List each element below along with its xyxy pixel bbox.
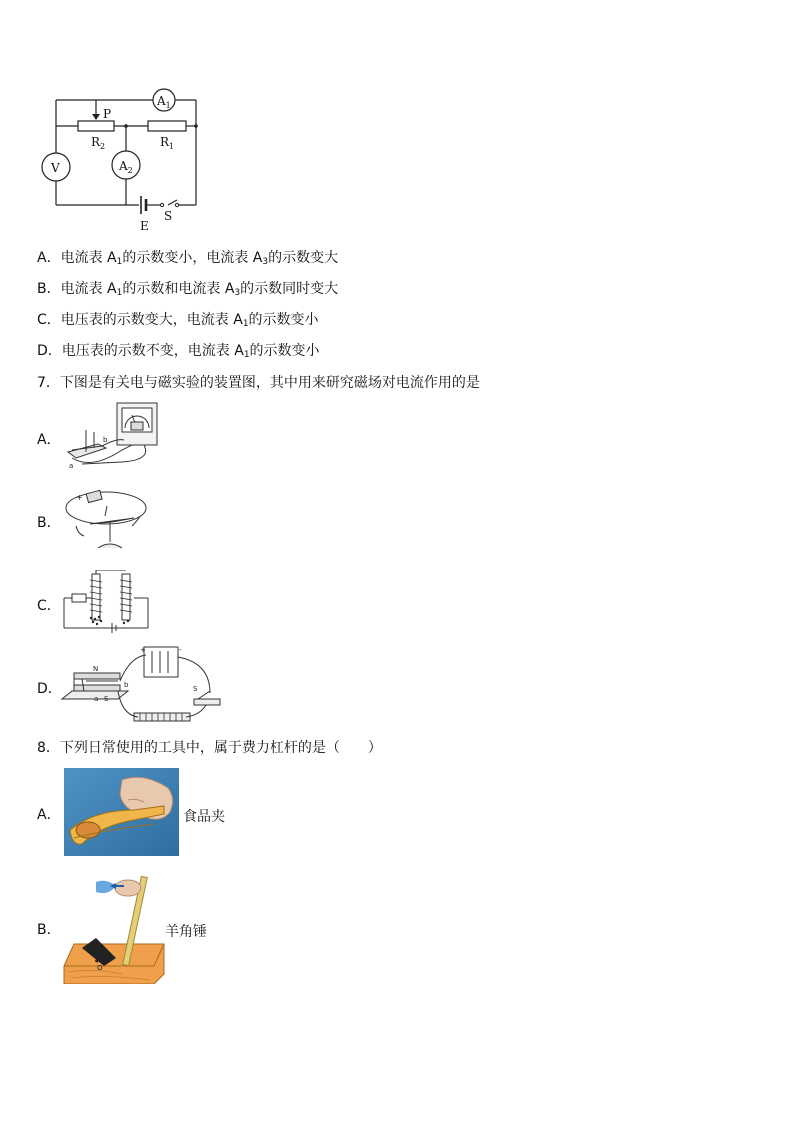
a1-label: $A_1$: [157, 94, 171, 110]
svg-text:-: -: [179, 646, 182, 654]
svg-text:b: b: [103, 436, 108, 444]
svg-text:S: S: [104, 695, 109, 703]
q6-option-b: B．电流表 $A_1$的示数和电流表 $A_3$的示数同时变大: [37, 281, 339, 298]
q7-figure-a: [62, 400, 162, 472]
a2-label: $A_2$: [119, 159, 133, 175]
svg-text:a: a: [94, 695, 99, 703]
claw-hammer-image: [62, 876, 166, 984]
v-label: V: [51, 161, 60, 175]
q6-option-c: C．电压表的示数变大，电流表 $A_1$的示数变小: [37, 312, 319, 329]
q7-option-c-label: C．: [37, 598, 61, 614]
svg-text:O: O: [97, 964, 103, 972]
q7-figure-b: [62, 486, 162, 558]
svg-text:+: +: [76, 493, 83, 502]
q8-stem: 8．下列日常使用的工具中，属于费力杠杆的是（ ）: [37, 740, 382, 756]
s-label: S: [164, 209, 173, 223]
q7-option-a-label: A．: [37, 432, 61, 448]
circuit-diagram: [36, 88, 216, 238]
q7-option-d-label: D．: [37, 681, 62, 697]
svg-text:S: S: [193, 685, 198, 693]
q6-option-d: D．电压表的示数不变，电流表 $A_1$的示数变小: [37, 343, 320, 360]
r2-label: $R_2$: [91, 135, 106, 151]
q7-stem: 7．下图是有关电与磁实验的装置图，其中用来研究磁场对电流作用的是: [37, 375, 480, 391]
q7-figure-c: [62, 570, 152, 636]
svg-text:b: b: [124, 681, 129, 689]
p-label: P: [103, 107, 112, 121]
q7-option-b-label: B．: [37, 515, 61, 531]
q7-figure-d: [60, 643, 222, 727]
q6-option-a: A．电流表 $A_1$的示数变小，电流表 $A_3$的示数变大: [37, 250, 339, 267]
q8-option-b-label: B．: [37, 922, 61, 938]
svg-text:a: a: [69, 462, 74, 470]
svg-text:+: +: [140, 646, 146, 654]
food-tongs-image: [64, 768, 179, 856]
tool-b-label: 羊角锤: [165, 924, 207, 940]
e-label: E: [140, 219, 149, 233]
r1-label: $R_1$: [160, 135, 175, 151]
svg-text:N: N: [93, 665, 99, 673]
tool-a-label: 食品夹: [183, 809, 225, 825]
q8-option-a-label: A．: [37, 807, 61, 823]
